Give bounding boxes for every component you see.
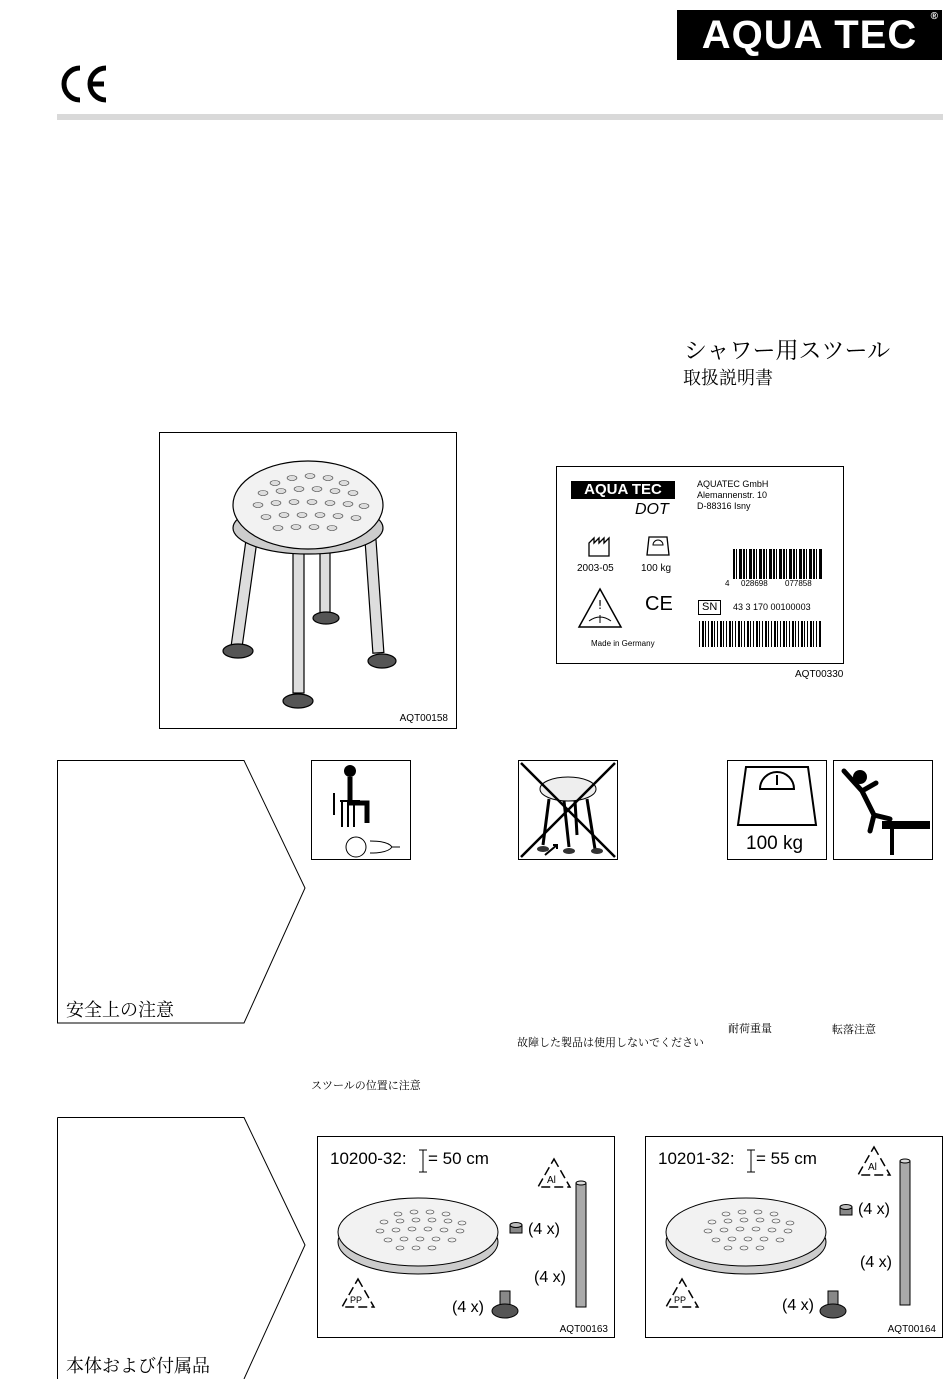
stool-figure (159, 432, 457, 729)
read-manual-warning-icon (577, 587, 623, 634)
caption-broken: 故障した製品は使用しないでください (517, 1036, 704, 1049)
suction-foot-part (490, 1289, 520, 1324)
label-street: Alemannenstr. 10 (697, 490, 768, 500)
label-max-load: 100 kg (641, 563, 672, 574)
seat-disc (664, 1192, 829, 1283)
box2-al-text: Al (868, 1162, 877, 1173)
box2-height: = 55 cm (756, 1149, 817, 1168)
aquatec-logo (677, 10, 942, 60)
product-label (556, 466, 844, 664)
logo-text: AQUA TEC (701, 13, 918, 57)
caption-fall: 転落注意 (832, 1023, 876, 1036)
parts-box-50cm (317, 1136, 615, 1338)
logo-registered-mark: ® (930, 11, 939, 22)
label-logo (571, 481, 675, 499)
seat-disc (336, 1192, 501, 1283)
box2-model: 10201-32: (658, 1149, 735, 1168)
serial-barcode (699, 621, 821, 647)
weight-icon-text: 100 kg (746, 833, 804, 854)
fall-hazard-icon (833, 760, 933, 860)
label-made-in: Made in Germany (591, 639, 655, 648)
parts-box-55cm (645, 1136, 943, 1338)
label-serial: 43 3 170 00100003 (733, 602, 811, 612)
leg-tube-part (574, 1179, 588, 1314)
height-icon (418, 1149, 428, 1178)
box2-qty-foot: (4 x) (782, 1297, 814, 1314)
label-model: DOT (635, 501, 669, 518)
suction-foot-part (818, 1289, 848, 1324)
caption-position: スツールの位置に注意 (311, 1079, 421, 1092)
label-ce-mark: CE (645, 593, 673, 615)
box1-qty-tube: (4 x) (534, 1269, 566, 1286)
safety-section-arrow (57, 760, 309, 1029)
stool-figure-code: AQT00158 (399, 713, 448, 724)
leg-cap-part (838, 1203, 854, 1222)
no-broken-product-icon (518, 760, 618, 860)
label-address (697, 479, 768, 512)
label-date: 2003-05 (577, 563, 614, 574)
label-figure-code: AQT00330 (795, 669, 844, 680)
sn-box: SN (698, 600, 721, 615)
box2-pp-text: PP (674, 1295, 687, 1305)
ce-mark (58, 64, 110, 104)
box1-al-text: Al (547, 1175, 556, 1186)
header-divider (57, 114, 943, 120)
box1-height: = 50 cm (428, 1149, 489, 1168)
caption-load: 耐荷重量 (728, 1022, 772, 1035)
max-load-weight-icon (727, 760, 827, 860)
label-city: D-88316 Isny (697, 501, 751, 511)
label-company: AQUATEC GmbH (697, 479, 769, 489)
svg-text:!: ! (597, 598, 603, 612)
box2-qty-tube: (4 x) (860, 1254, 892, 1271)
parts-section-arrow (57, 1117, 309, 1383)
box1-qty-foot: (4 x) (452, 1299, 484, 1316)
box2-code: AQT00164 (887, 1324, 936, 1335)
box1-code: AQT00163 (559, 1324, 608, 1335)
safety-section-title: 安全上の注意 (66, 1000, 174, 1021)
stool-illustration (160, 433, 456, 728)
leg-cap-part (508, 1221, 524, 1240)
stool-position-icon (311, 760, 411, 860)
max-load-icon (645, 535, 671, 562)
box1-model: 10200-32: (330, 1149, 407, 1168)
height-icon (746, 1149, 756, 1178)
ean-digits-mid: 028698 (741, 579, 768, 588)
box1-pp-text: PP (350, 1295, 363, 1305)
parts-section-title: 本体および付属品 (66, 1356, 210, 1377)
ean-digits-right: 077858 (785, 579, 812, 588)
document-title: シャワー用スツール (684, 338, 891, 364)
ean-barcode (733, 549, 823, 579)
box2-qty-cap: (4 x) (858, 1201, 890, 1218)
box1-qty-cap: (4 x) (528, 1221, 560, 1238)
manufacture-date-icon (587, 535, 613, 562)
label-logo-text: AQUA TEC (584, 481, 662, 498)
document-subtitle: 取扱説明書 (683, 368, 773, 389)
leg-tube-part (898, 1157, 912, 1312)
ean-digit-left: 4 (725, 579, 730, 588)
